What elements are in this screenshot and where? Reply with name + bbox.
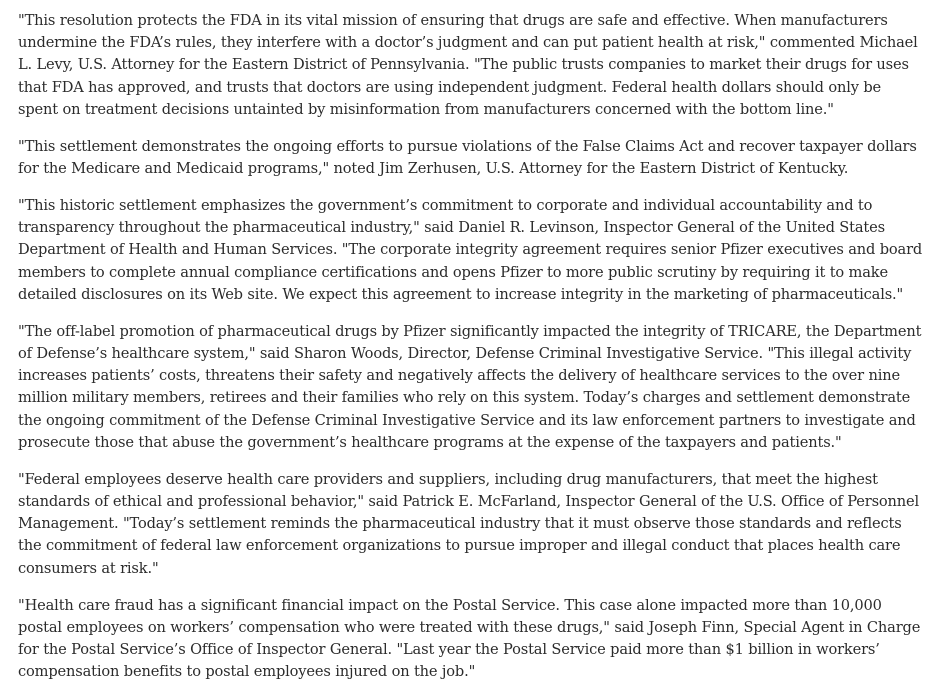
paragraph-levinson: "This historic settlement emphasizes the government’s commitment to corporate and individual accountability and to transparency throughout the pharmaceutical industry," said Daniel R. Levinson, Inspector General of the United States Department of Health and Human Services. "The corporate integrity agreement requires senior Pfizer executives and board members to complete annual compliance certifications and opens Pfizer to more public scrutiny by requiring it to make detailed disclosures on its Web site. We expect this agreement to increase integrity in the marketing of pharmaceuticals." [18, 197, 923, 303]
article-body [18, 10, 924, 698]
paragraph-fda-levy: "This resolution protects the FDA in its vital mission of ensuring that drugs are safe and effective. When manufacturers undermine the FDA’s rules, they interfere with a doctor’s judgment and can put patient health at risk," commented Michael L. Levy, U.S. Attorney for the Eastern District of Pennsylvania. "The public trusts companies to market their drugs for uses that FDA has approved, and trusts that doctors are using independent judgment. Federal health dollars should only be spent on treatment decisions untainted by misinformation from manufacturers concerned with the bottom line." [18, 12, 918, 118]
paragraph-woods: "The off-label promotion of pharmaceutical drugs by Pfizer significantly impacted the integrity of TRICARE, the Department of Defense’s healthcare system," said Sharon Woods, Director, Defense Criminal Investigative Service. "This illegal activity increases patients’ costs, threatens their safety and negatively affects the delivery of healthcare services to the over nine million military members, retirees and their families who rely on this system. Today’s charges and settlement demonstrate the ongoing commitment of the Defense Criminal Investigative Service and its law enforcement partners to investigate and prosecute those that abuse the government’s healthcare programs at the expense of the taxpayers and patients." [18, 322, 922, 451]
paragraph-zerhusen: "This settlement demonstrates the ongoing efforts to pursue violations of the False Claims Act and recover taxpayer dollars for the Medicare and Medicaid programs," noted Jim Zerhusen, U.S. Attorney for the Eastern District of Kentucky. [18, 137, 917, 178]
paragraph-finn: "Health care fraud has a significant financial impact on the Postal Service. This case alone impacted more than 10,000 postal employees on workers’ compensation who were treated with these drugs," said Joseph Finn, Special Agent in Charge for the Postal Service’s Office of Inspector General. "Last year the Postal Service paid more than $1 billion in workers’ compensation benefits to postal employees injured on the job." [18, 596, 921, 681]
paragraph-mcfarland: "Federal employees deserve health care providers and suppliers, including drug manufacturers, that meet the highest standards of ethical and professional behavior," said Patrick E. McFarland, Inspector General of the U.S. Office of Personnel Management. "Today’s settlement reminds the pharmaceutical industry that it must observe those standards and reflects the commitment of federal law enforcement organizations to pursue improper and illegal conduct that places health care consumers at risk." [18, 470, 920, 577]
